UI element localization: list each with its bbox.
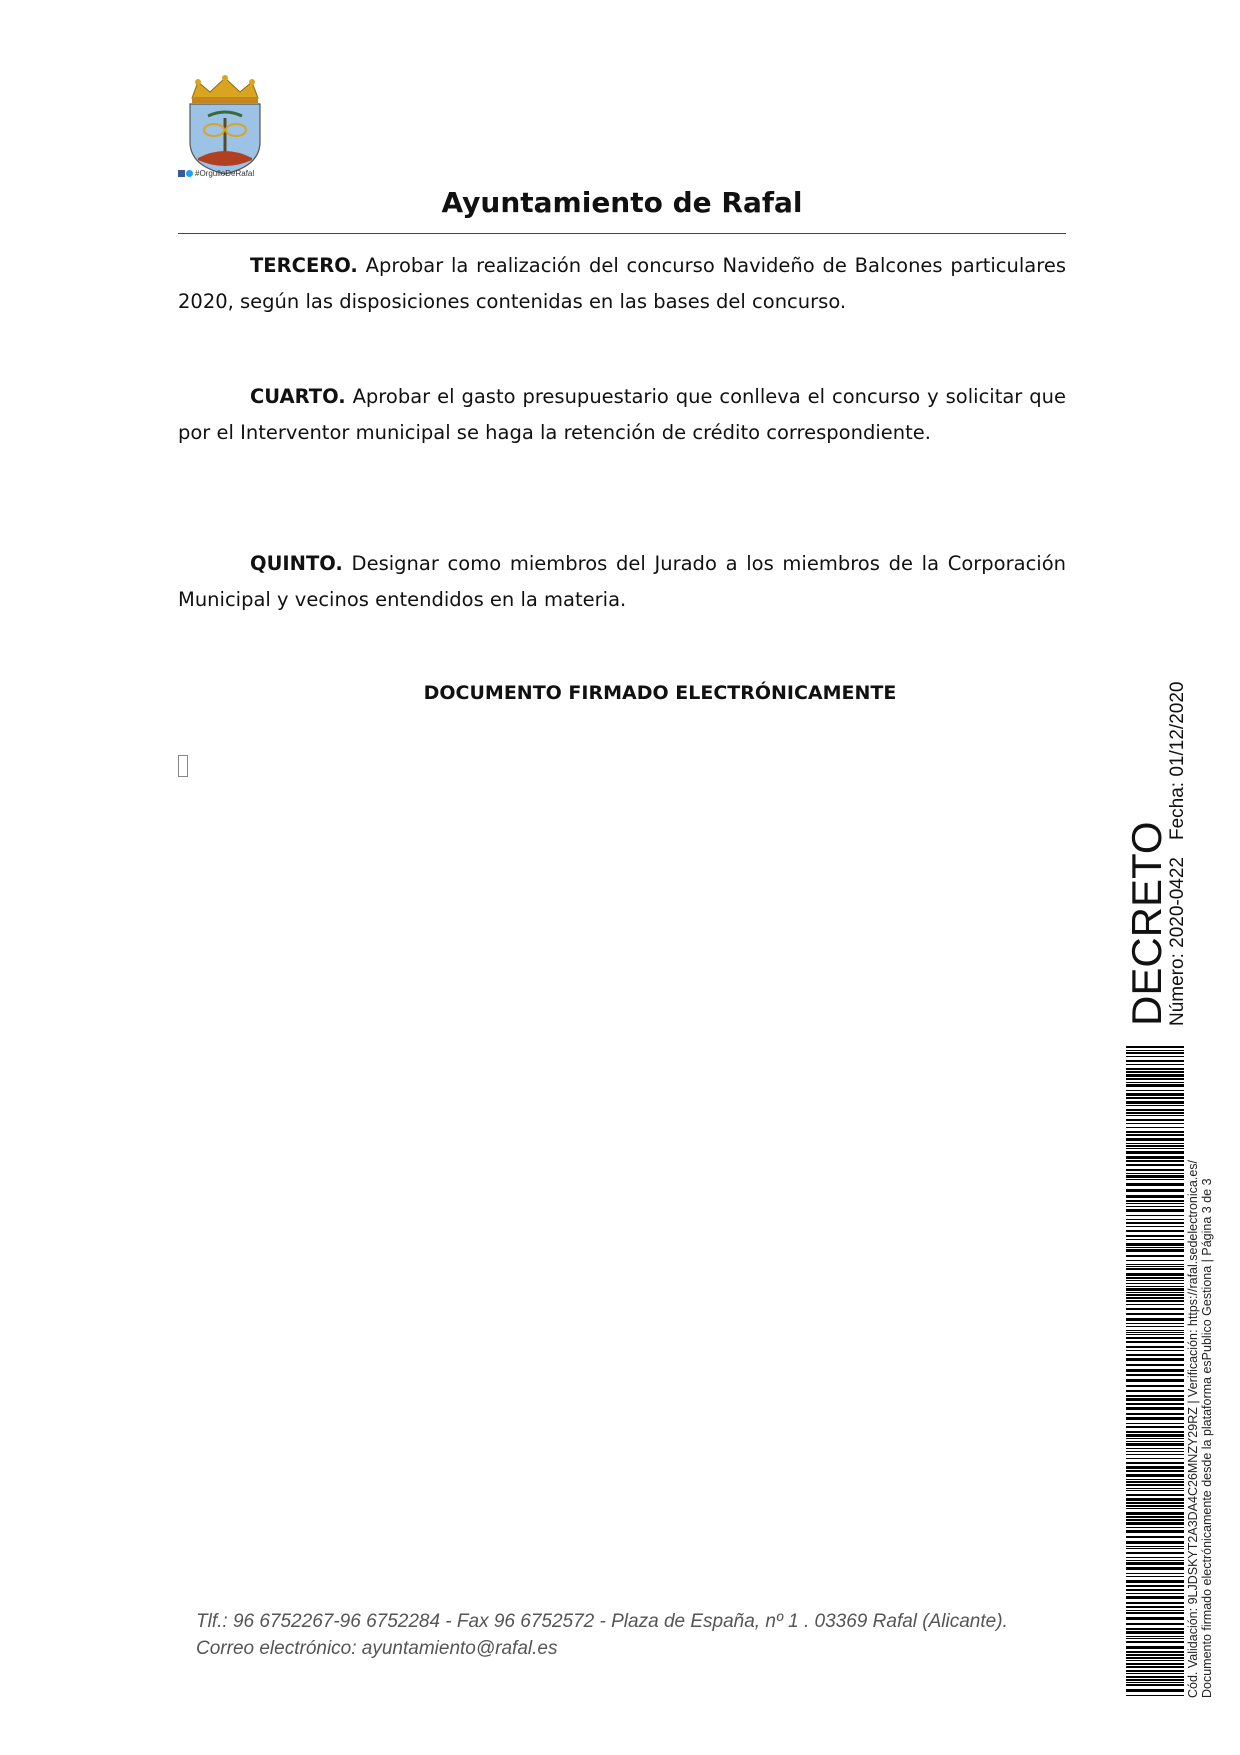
- barcode-bar: [1126, 1200, 1184, 1202]
- barcode-bar: [1126, 1679, 1184, 1681]
- barcode-bar: [1126, 1160, 1184, 1162]
- barcode-bar: [1126, 1638, 1184, 1639]
- barcode-bar: [1126, 1417, 1184, 1420]
- barcode-bar: [1126, 1268, 1184, 1270]
- barcode-bar: [1126, 1458, 1184, 1459]
- barcode-bar: [1126, 1164, 1184, 1166]
- barcode-bar: [1126, 1195, 1184, 1198]
- barcode-bar: [1126, 1119, 1184, 1121]
- barcode-bar: [1126, 1474, 1184, 1477]
- barcode-bar: [1126, 1379, 1184, 1382]
- barcode-bar: [1126, 1143, 1184, 1144]
- barcode-bar: [1126, 1431, 1184, 1433]
- barcode-bar: [1126, 1573, 1184, 1574]
- barcode-bar: [1126, 1294, 1184, 1296]
- barcode-bar: [1126, 1222, 1184, 1224]
- platform-notice: Documento firmado electrónicamente desde la plataforma esPublico Gestiona | Página 3 de 3: [1200, 1178, 1214, 1698]
- validation-barcode: [1126, 1046, 1184, 1696]
- social-hashtag: [178, 169, 254, 178]
- barcode-bar: [1126, 1407, 1184, 1410]
- barcode-bar: [1126, 1131, 1184, 1133]
- barcode-bar: [1126, 1651, 1184, 1653]
- barcode-bar: [1126, 1498, 1184, 1501]
- empty-glyph-box: [178, 755, 188, 777]
- barcode-bar: [1126, 1277, 1184, 1279]
- barcode-bar: [1126, 1505, 1184, 1507]
- paragraph-tercero: [178, 248, 1066, 320]
- paragraph-text: Aprobar el gasto presupuestario que conlleva el concurso y solicitar que por el Interventor municipal se haga la retención de crédito correspondiente.: [178, 385, 1066, 444]
- barcode-bar: [1126, 1334, 1184, 1335]
- paragraph-label: CUARTO.: [250, 385, 346, 408]
- barcode-bar: [1126, 1596, 1184, 1599]
- barcode-bar: [1126, 1490, 1184, 1491]
- barcode-bar: [1126, 1189, 1184, 1192]
- barcode-bar: [1126, 1060, 1184, 1062]
- barcode-bar: [1126, 1138, 1184, 1141]
- barcode-bar: [1126, 1173, 1184, 1174]
- barcode-bar: [1126, 1580, 1184, 1583]
- barcode-bar: [1126, 1519, 1184, 1521]
- barcode-bar: [1126, 1273, 1184, 1276]
- barcode-bar: [1126, 1663, 1184, 1665]
- barcode-bar: [1126, 1466, 1184, 1469]
- barcode-bar: [1126, 1304, 1184, 1305]
- barcode-bar: [1126, 1350, 1184, 1351]
- barcode-bar: [1126, 1215, 1184, 1216]
- barcode-bar: [1126, 1074, 1184, 1077]
- barcode-bar: [1126, 1548, 1184, 1549]
- barcode-bar: [1126, 1646, 1184, 1649]
- barcode-bar: [1126, 1266, 1184, 1267]
- barcode-bar: [1126, 1249, 1184, 1252]
- barcode-bar: [1126, 1264, 1184, 1265]
- barcode-bar: [1126, 1454, 1184, 1455]
- barcode-bar: [1126, 1105, 1184, 1106]
- barcode-bar: [1126, 1654, 1184, 1656]
- barcode-bar: [1126, 1527, 1184, 1528]
- barcode-bar: [1126, 1093, 1184, 1096]
- barcode-bar: [1126, 1358, 1184, 1361]
- barcode-bar: [1126, 1286, 1184, 1287]
- barcode-bar: [1126, 1078, 1184, 1080]
- barcode-bar: [1126, 1636, 1184, 1637]
- barcode-bar: [1126, 1426, 1184, 1428]
- barcode-bar: [1126, 1145, 1184, 1147]
- barcode-bar: [1126, 1280, 1184, 1281]
- barcode-bar: [1126, 1612, 1184, 1614]
- barcode-bar: [1126, 1660, 1184, 1661]
- barcode-bar: [1126, 1602, 1184, 1604]
- barcode-bar: [1126, 1235, 1184, 1237]
- barcode-bar: [1126, 1156, 1184, 1159]
- barcode-bar: [1126, 1462, 1184, 1464]
- barcode-bar: [1126, 1323, 1184, 1324]
- barcode-bar: [1126, 1502, 1184, 1504]
- barcode-bar: [1126, 1560, 1184, 1561]
- barcode-bar: [1126, 1326, 1184, 1327]
- barcode-bar: [1126, 1313, 1184, 1315]
- municipal-crest-logo: [178, 74, 272, 180]
- barcode-bar: [1126, 1398, 1184, 1401]
- footer-contact-line: Tlf.: 96 6752267-96 6752284 - Fax 96 6752572 - Plaza de España, nº 1 . 03369 Rafal (Alicante).: [196, 1611, 1008, 1632]
- twitter-icon: [186, 170, 193, 177]
- barcode-bar: [1126, 1369, 1184, 1372]
- barcode-bar: [1126, 1056, 1184, 1057]
- paragraph-text: Designar como miembros del Jurado a los miembros de la Corporación Municipal y vecinos entendidos en la materia.: [178, 552, 1066, 611]
- barcode-bar: [1126, 1148, 1184, 1149]
- barcode-bar: [1126, 1522, 1184, 1525]
- barcode-bar: [1126, 1666, 1184, 1668]
- social-hashtag-text: #OrgulloDeRafal: [195, 169, 255, 178]
- barcode-bar: [1126, 1226, 1184, 1227]
- barcode-bar: [1126, 1395, 1184, 1397]
- barcode-bar: [1126, 1536, 1184, 1538]
- barcode-bar: [1126, 1494, 1184, 1496]
- barcode-bar: [1126, 1243, 1184, 1246]
- barcode-bar: [1126, 1682, 1184, 1683]
- barcode-bar: [1126, 1183, 1184, 1186]
- barcode-bar: [1126, 1374, 1184, 1376]
- barcode-bar: [1126, 1434, 1184, 1437]
- barcode-bar: [1126, 1151, 1184, 1154]
- barcode-bar: [1126, 1283, 1184, 1284]
- barcode-bar: [1126, 1109, 1184, 1111]
- barcode-bar: [1126, 1071, 1184, 1073]
- barcode-bar: [1126, 1068, 1184, 1070]
- barcode-bar: [1126, 1403, 1184, 1405]
- barcode-bar: [1126, 1617, 1184, 1620]
- barcode-bar: [1126, 1179, 1184, 1180]
- barcode-bar: [1126, 1127, 1184, 1128]
- barcode-bar: [1126, 1134, 1184, 1136]
- barcode-bar: [1126, 1219, 1184, 1220]
- barcode-bar: [1126, 1115, 1184, 1116]
- barcode-bar: [1126, 1628, 1184, 1630]
- barcode-bar: [1126, 1123, 1184, 1124]
- facebook-icon: [178, 170, 185, 177]
- barcode-bar: [1126, 1441, 1184, 1442]
- header-divider: [178, 233, 1066, 234]
- barcode-bar: [1126, 1082, 1184, 1083]
- barcode-bar: [1126, 1364, 1184, 1366]
- barcode-bar: [1126, 1341, 1184, 1343]
- signed-notice: DOCUMENTO FIRMADO ELECTRÓNICAMENTE: [423, 682, 897, 704]
- barcode-bar: [1126, 1247, 1184, 1248]
- paragraph-text: Aprobar la realización del concurso Navideño de Balcones particulares 2020, según las disposiciones contenidas en las bases del concurso.: [178, 254, 1066, 313]
- barcode-bar: [1126, 1641, 1184, 1643]
- barcode-bar: [1126, 1239, 1184, 1240]
- barcode-bar: [1126, 1606, 1184, 1608]
- barcode-bar: [1126, 1175, 1184, 1178]
- barcode-bar: [1126, 1689, 1184, 1692]
- barcode-bar: [1126, 1292, 1184, 1293]
- barcode-bar: [1126, 1332, 1184, 1333]
- barcode-bar: [1126, 1508, 1184, 1509]
- barcode-bar: [1126, 1413, 1184, 1415]
- barcode-bar: [1126, 1479, 1184, 1480]
- organization-title: Ayuntamiento de Rafal: [441, 186, 803, 219]
- barcode-bar: [1126, 1206, 1184, 1207]
- barcode-bar: [1126, 1390, 1184, 1392]
- barcode-bar: [1126, 1300, 1184, 1302]
- barcode-bar: [1126, 1530, 1184, 1533]
- barcode-bar: [1126, 1541, 1184, 1544]
- barcode-bar: [1126, 1484, 1184, 1486]
- barcode-bar: [1126, 1657, 1184, 1659]
- barcode-bar: [1126, 1169, 1184, 1171]
- barcode-bar: [1126, 1676, 1184, 1678]
- barcode-bar: [1126, 1488, 1184, 1489]
- paragraph-cuarto: [178, 379, 1066, 451]
- barcode-bar: [1126, 1610, 1184, 1611]
- barcode-bar: [1126, 1084, 1184, 1087]
- barcode-bar: [1126, 1288, 1184, 1291]
- barcode-bar: [1126, 1451, 1184, 1452]
- barcode-bar: [1126, 1631, 1184, 1634]
- barcode-bar: [1126, 1090, 1184, 1091]
- barcode-bar: [1126, 1670, 1184, 1672]
- barcode-bar: [1126, 1260, 1184, 1261]
- barcode-bar: [1126, 1470, 1184, 1472]
- barcode-bar: [1126, 1684, 1184, 1686]
- barcode-bar: [1126, 1230, 1184, 1232]
- barcode-bar: [1126, 1673, 1184, 1674]
- barcode-bar: [1126, 1546, 1184, 1547]
- barcode-bar: [1126, 1443, 1184, 1446]
- barcode-bar: [1126, 1552, 1184, 1554]
- barcode-bar: [1126, 1623, 1184, 1625]
- barcode-bar: [1126, 1209, 1184, 1212]
- paragraph-label: TERCERO.: [250, 254, 358, 277]
- barcode-bar: [1126, 1203, 1184, 1204]
- barcode-bar: [1126, 1097, 1184, 1099]
- barcode-bar: [1126, 1046, 1184, 1048]
- barcode-bar: [1126, 1589, 1184, 1591]
- barcode-bar: [1126, 1512, 1184, 1515]
- barcode-bar: [1126, 1593, 1184, 1594]
- barcode-bar: [1126, 1354, 1184, 1356]
- barcode-bar: [1126, 1318, 1184, 1321]
- barcode-bar: [1126, 1052, 1184, 1054]
- decree-number: Número: 2020-0422: [1167, 857, 1188, 1026]
- barcode-bar: [1126, 1112, 1184, 1114]
- barcode-bar: [1126, 1562, 1184, 1565]
- decreto-label: DECRETO: [1123, 821, 1170, 1026]
- paragraph-quinto: [178, 546, 1066, 618]
- barcode-bar: [1126, 1330, 1184, 1331]
- barcode-bar: [1126, 1337, 1184, 1339]
- barcode-bar: [1126, 1050, 1184, 1051]
- barcode-bar: [1126, 1297, 1184, 1299]
- barcode-bar: [1126, 1567, 1184, 1570]
- barcode-bar: [1126, 1585, 1184, 1587]
- barcode-bar: [1126, 1448, 1184, 1449]
- barcode-bar: [1126, 1695, 1184, 1696]
- barcode-bar: [1126, 1576, 1184, 1577]
- barcode-bar: [1126, 1557, 1184, 1558]
- paragraph-label: QUINTO.: [250, 552, 343, 575]
- barcode-bar: [1126, 1438, 1184, 1439]
- barcode-bar: [1126, 1308, 1184, 1310]
- decree-date: Fecha: 01/12/2020: [1167, 681, 1188, 840]
- validation-code: Cód. Validación: 9LJDSKYT2A3DA4C26MNZY29RZ | Verificación: https://rafal.sedelectronica.es/: [1186, 1160, 1200, 1698]
- barcode-bar: [1126, 1385, 1184, 1387]
- barcode-bar: [1126, 1516, 1184, 1518]
- barcode-bar: [1126, 1064, 1184, 1065]
- footer-email-line: Correo electrónico: ayuntamiento@rafal.es: [196, 1638, 558, 1659]
- page-footer: [196, 1608, 1076, 1662]
- barcode-bar: [1126, 1481, 1184, 1483]
- barcode-bar: [1126, 1255, 1184, 1257]
- barcode-bar: [1126, 1423, 1184, 1424]
- barcode-bar: [1126, 1101, 1184, 1104]
- barcode-bar: [1126, 1346, 1184, 1348]
